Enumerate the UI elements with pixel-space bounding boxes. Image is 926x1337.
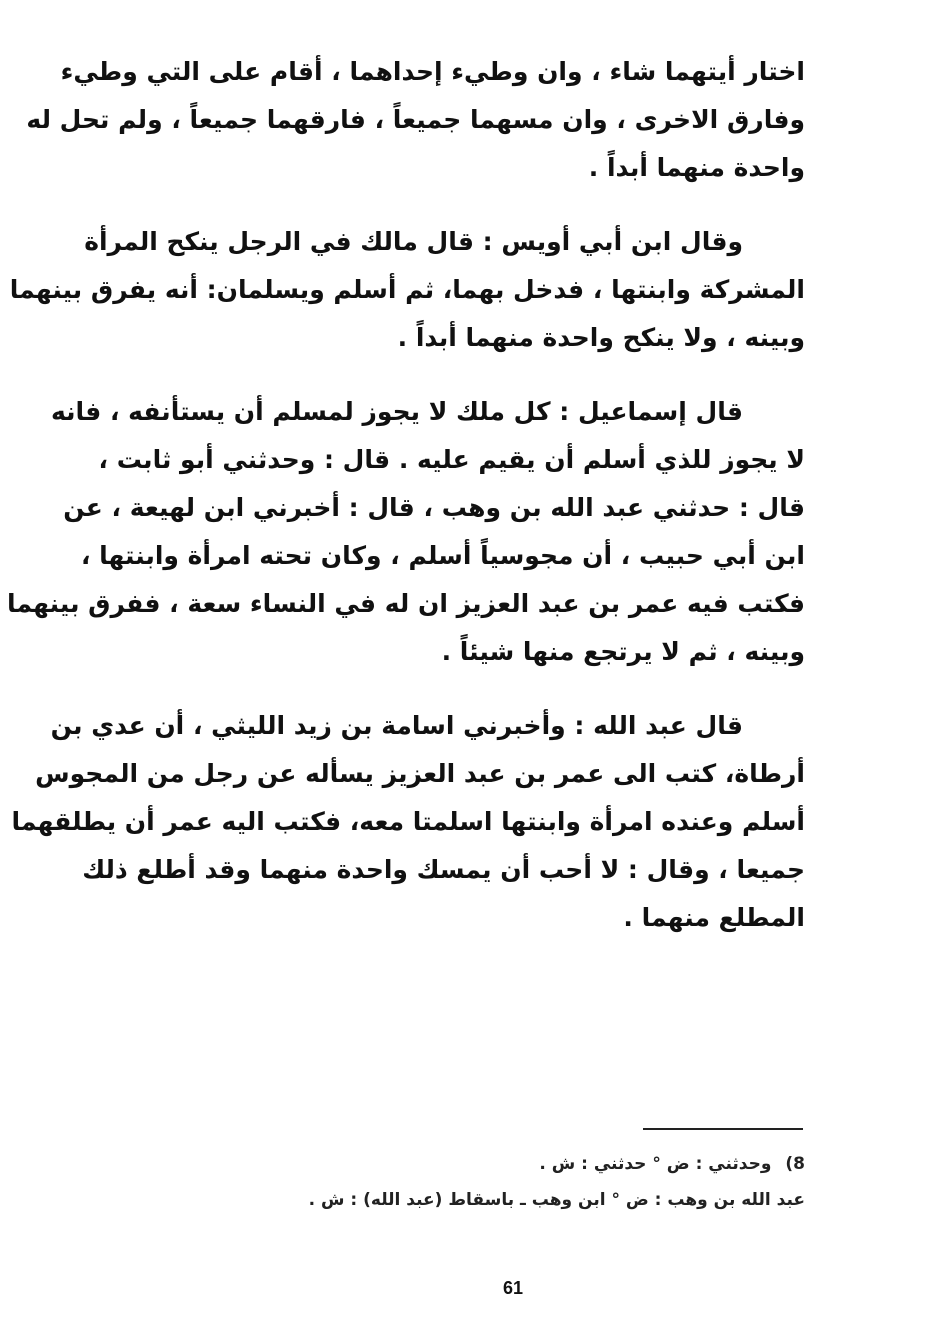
page-number: 61 — [502, 1278, 524, 1298]
text-line: قال إسماعيل : كل ملك لا يجوز لمسلم أن يستأنفه ، فانه — [50, 397, 743, 426]
text-line: واحدة منهما أبداً . — [588, 153, 805, 182]
text-line: وقال ابن أبي أويس : قال مالك في الرجل ينكح المرأة — [84, 227, 743, 256]
text-line: أسلم وعنده امرأة وابنتها اسلمتا معه، فكتب اليه عمر أن يطلقهما — [11, 807, 805, 836]
text-line: لا يجوز للذي أسلم أن يقيم عليه . قال : وحدثني أبو ثابت ، — [98, 445, 805, 474]
text-line: قال عبد الله : وأخبرني اسامة بن زيد الليثي ، أن عدي بن — [50, 711, 743, 740]
text-line: ابن أبي حبيب ، أن مجوسياً أسلم ، وكان تحته امرأة وابنتها ، — [80, 541, 805, 570]
text-line: جميعا ، وقال : لا أحب أن يمسك واحدة منهما وقد أطلع ذلك — [82, 855, 805, 884]
text-line: المطلع منهما . — [623, 903, 805, 932]
footnote-divider — [643, 1128, 803, 1130]
footnotes — [200, 1146, 805, 1218]
paragraph-gap — [160, 676, 805, 702]
paragraph-3 — [7, 388, 805, 676]
footnote-number: 8) — [785, 1154, 805, 1174]
paragraph-gap — [160, 362, 805, 388]
paragraph-2 — [9, 218, 805, 362]
text-line: قال : حدثني عبد الله بن وهب ، قال : أخبرني ابن لهيعة ، عن — [63, 493, 805, 522]
text-line: وبينه ، ولا ينكح واحدة منهما أبداً . — [397, 323, 805, 352]
text-line: أرطاة، كتب الى عمر بن عبد العزيز يسأله عن رجل من المجوس — [35, 759, 805, 788]
text-line: فكتب فيه عمر بن عبد العزيز ان له في النساء سعة ، ففرق بينهما — [7, 589, 805, 618]
text-line: وبينه ، ثم لا يرتجع منها شيئاً . — [441, 637, 805, 666]
text-line: المشركة وابنتها ، فدخل بهما، ثم أسلم ويسلمان: أنه يفرق بينهما — [9, 275, 805, 304]
paragraph-gap — [160, 192, 805, 218]
text-line: اختار أيتهما شاء ، وان وطيء إحداهما ، أقام على التي وطيء — [60, 57, 805, 86]
footnote-line: عبد الله بن وهب : ض ° ابن وهب ـ باسقاط (عبد الله) : ش . — [308, 1190, 805, 1210]
paragraph-1 — [26, 48, 805, 192]
text-line: وفارق الاخرى ، وان مسهما جميعاً ، فارقهما جميعاً ، ولم تحل له — [26, 105, 805, 134]
paragraph-4 — [11, 702, 805, 942]
main-text — [7, 48, 805, 942]
footnote-line — [200, 1146, 805, 1182]
footnote-text: وحدثني : ض ° حدثني : ش . — [539, 1154, 772, 1174]
